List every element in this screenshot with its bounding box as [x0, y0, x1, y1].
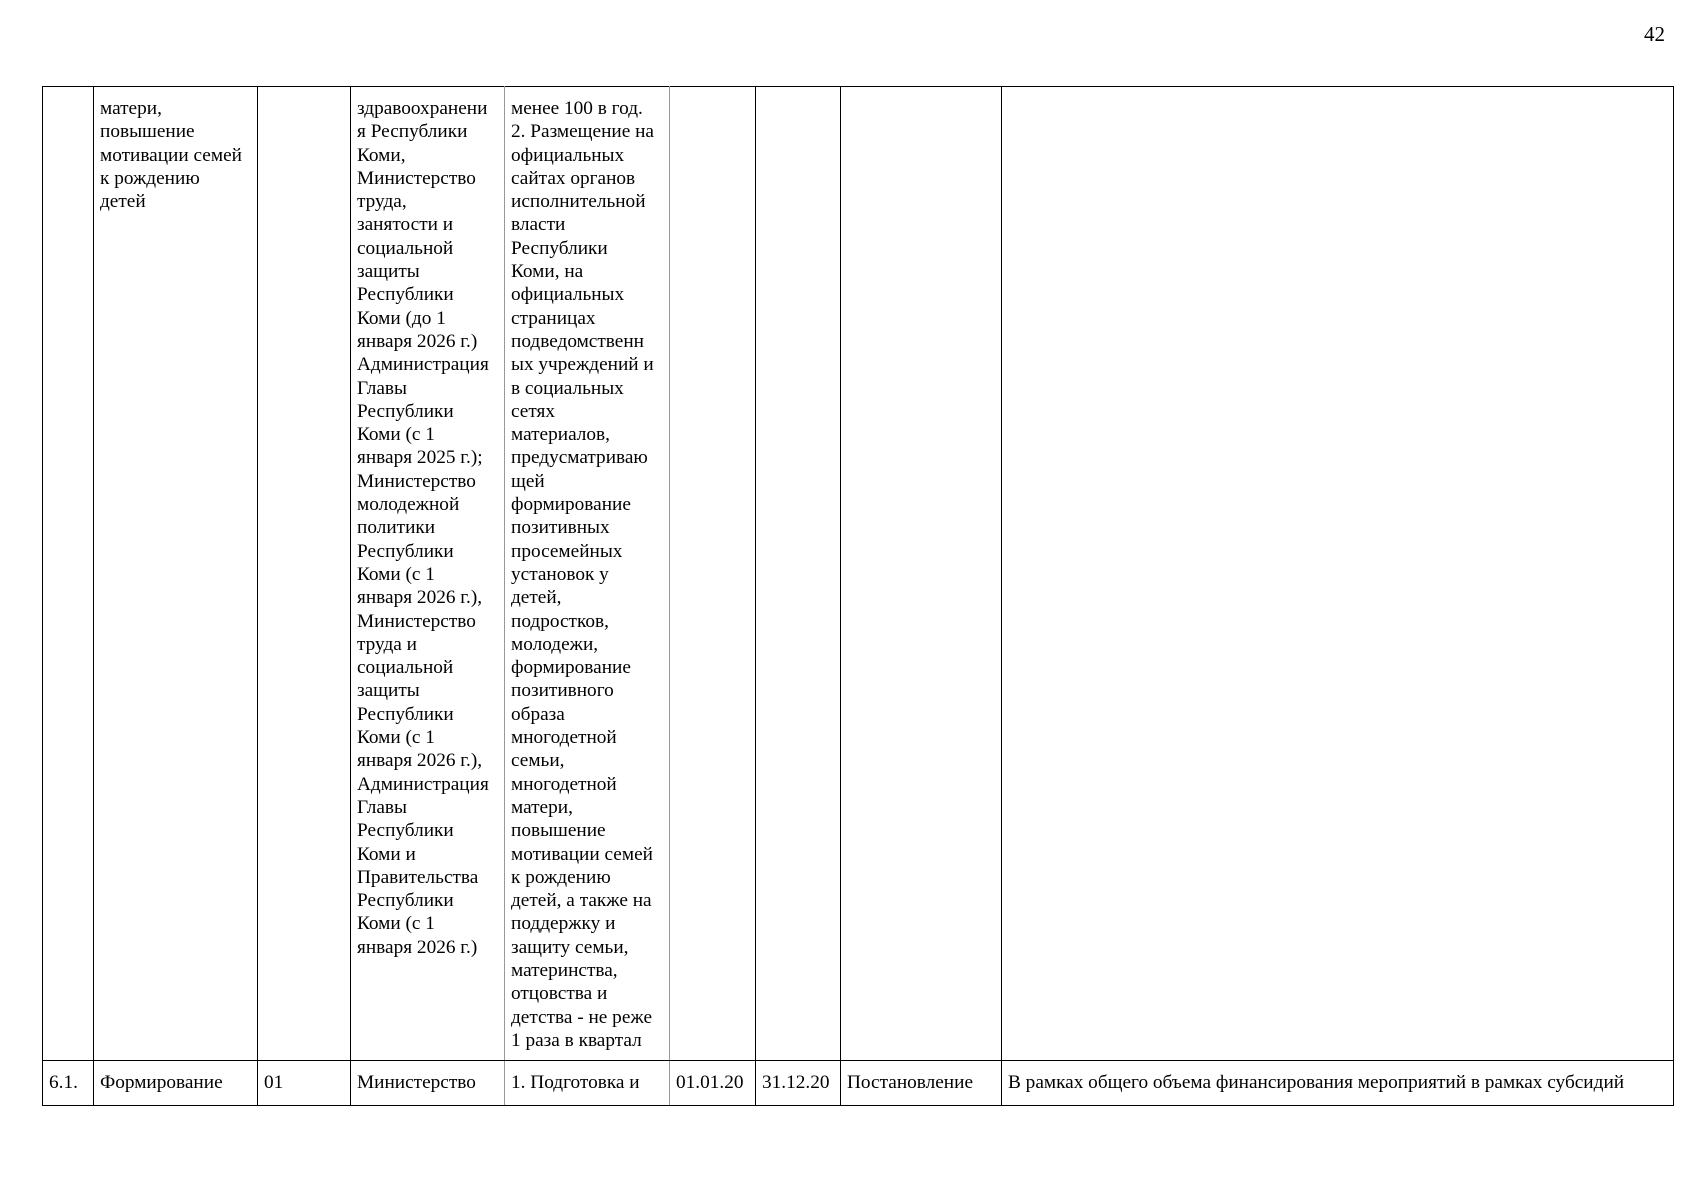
- cell-start-date: [670, 87, 756, 1061]
- measures-table: [42, 86, 1674, 1106]
- cell-measure-name: Формирование: [94, 1061, 258, 1106]
- cell-number: 6.1.: [43, 1061, 94, 1106]
- cell-end-date: [756, 87, 841, 1061]
- cell-number: [43, 87, 94, 1061]
- cell-expected-result: менее 100 в год. 2. Размещение на официальных сайтах органов исполнительной власти Республики Коми, на официальных страницах подведомственн ых учреждений и в социальных сетях материалов, предусматриваю щей формирование позитивных просемейных установок у детей, подростков, молодежи, формирование позитивного образа многодетной семьи, многодетной матери, повышение мотивации семей к рождению детей, а также на поддержку и защиту семьи, материнства, отцовства и детства - не реже 1 раза в квартал: [505, 87, 670, 1061]
- page-number: 42: [1644, 22, 1665, 46]
- cell-financing: В рамках общего объема финансирования мероприятий в рамках субсидий: [1002, 1061, 1674, 1106]
- cell-responsible: Министерство: [351, 1061, 505, 1106]
- cell-start-date: 01.01.20: [670, 1061, 756, 1106]
- cell-financing: [1002, 87, 1674, 1061]
- cell-code: 01: [258, 1061, 351, 1106]
- cell-document: Постановление: [841, 1061, 1002, 1106]
- cell-document: [841, 87, 1002, 1061]
- cell-code: [258, 87, 351, 1061]
- cell-responsible: здравоохранени я Республики Коми, Министерство труда, занятости и социальной защиты Республики Коми (до 1 января 2026 г.) Администрация Главы Республики Коми (с 1 января 2025 г.); Министерство молодежной политики Республики Коми (с 1 января 2026 г.), Министерство труда и социальной защиты Республики Коми (с 1 января 2026 г.), Администрация Главы Республики Коми и Правительства Республики Коми (с 1 января 2026 г.): [351, 87, 505, 1061]
- cell-measure-name: матери, повышение мотивации семей к рождению детей: [94, 87, 258, 1061]
- table-row-continuation: [43, 87, 1674, 1061]
- table-row-6-1: [43, 1061, 1674, 1106]
- cell-expected-result: 1. Подготовка и: [505, 1061, 670, 1106]
- cell-end-date: 31.12.20: [756, 1061, 841, 1106]
